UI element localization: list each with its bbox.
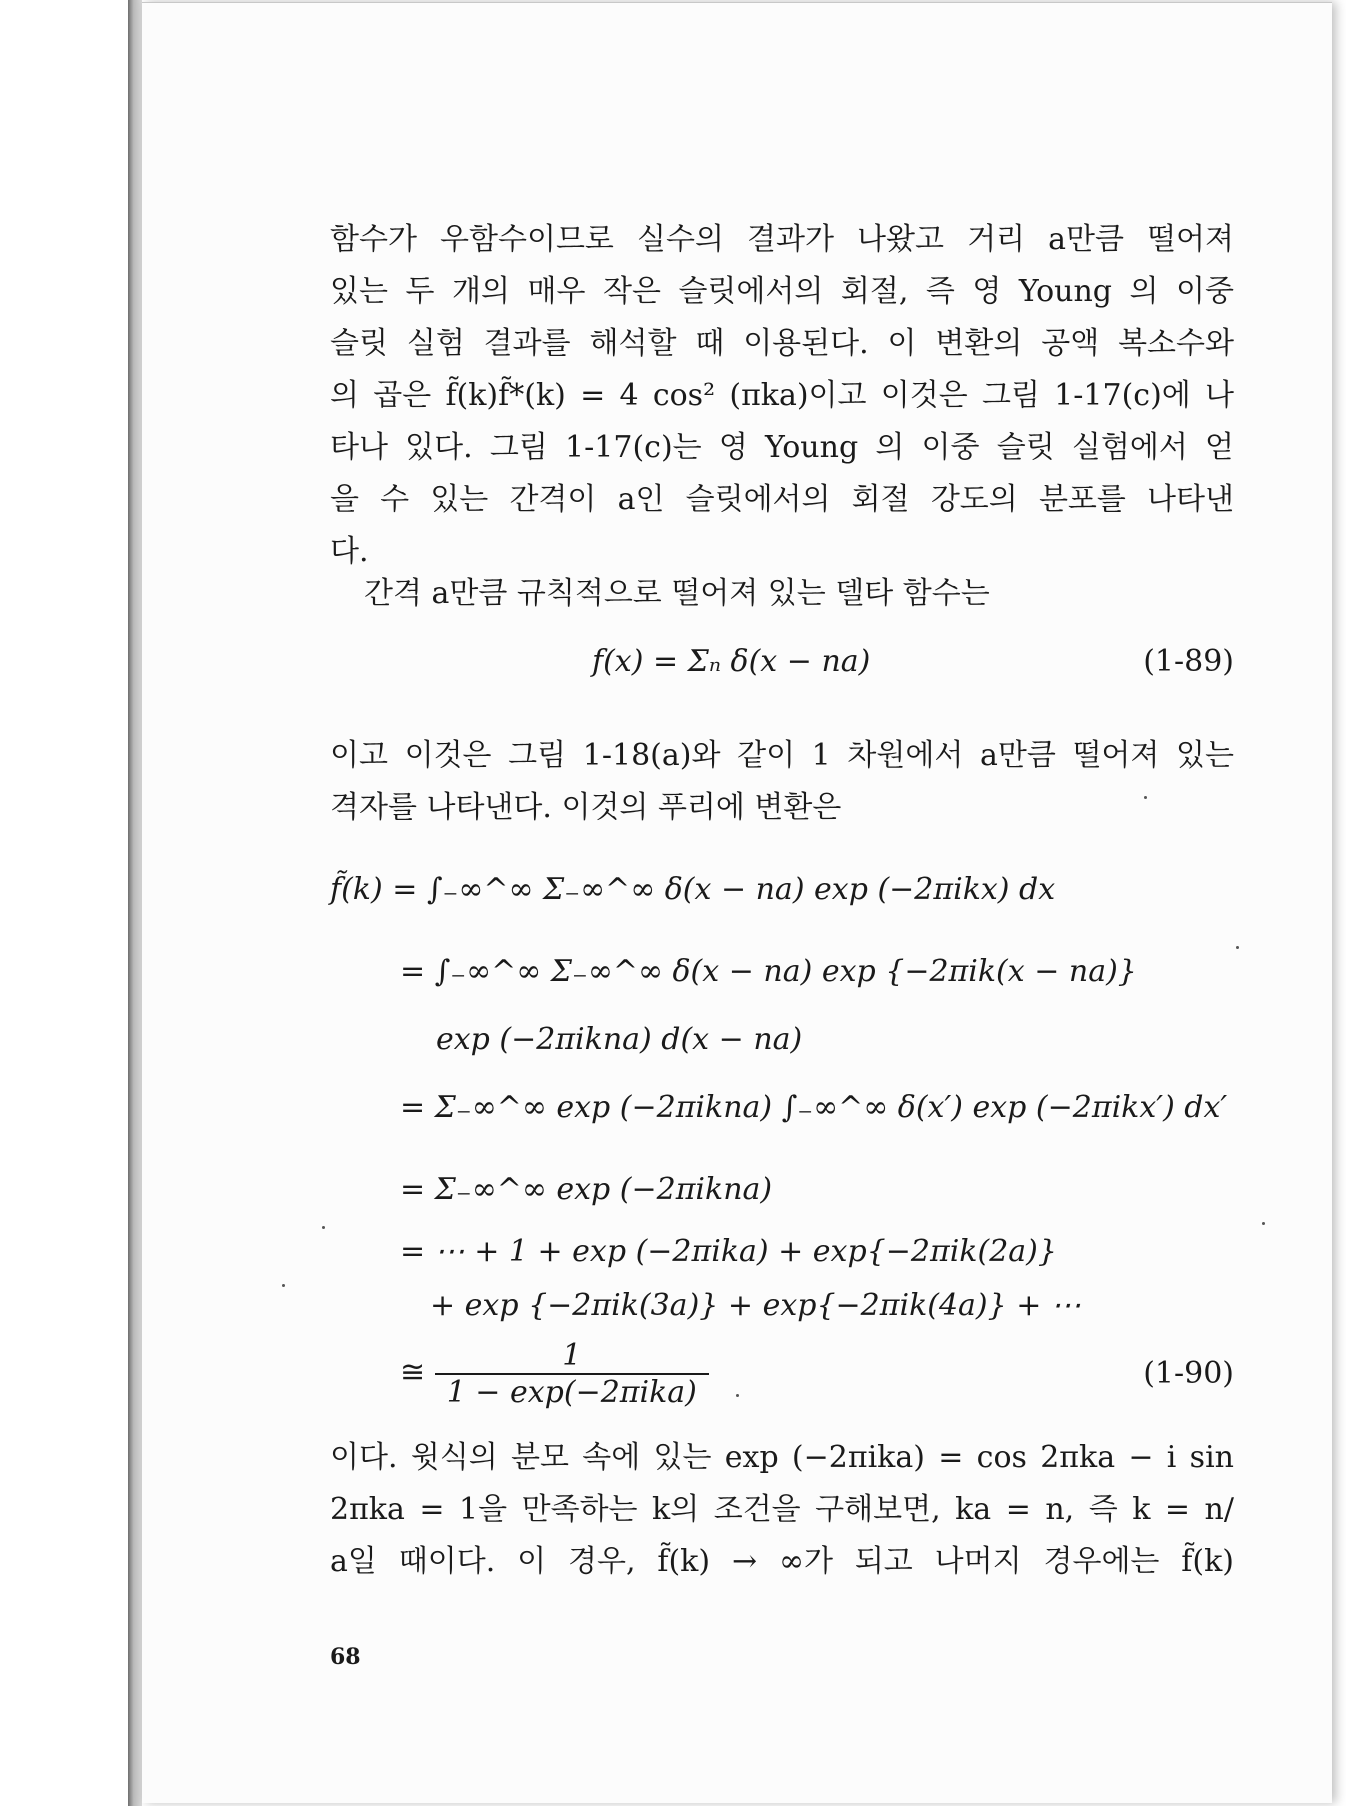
text-line: 이다. 윗식의 분모 속에 있는 exp (−2πika) = cos 2πka − i sin	[330, 1440, 1234, 1475]
approx-symbol: ≅	[400, 1355, 426, 1390]
paragraph-2	[330, 568, 1234, 620]
text-line: 다.	[330, 534, 369, 569]
equation-approx-line	[400, 1338, 709, 1410]
print-speck	[282, 1284, 285, 1287]
equation-line: = Σ₋∞^∞ exp (−2πikna) ∫₋∞^∞ δ(x′) exp (−2πikx′) dx′	[400, 1090, 1228, 1125]
equation-expression: f(x) = Σₙ δ(x − na)	[592, 644, 871, 679]
equation-number: (1-90)	[1143, 1356, 1234, 1391]
text-line: 함수가 우함수이므로 실수의 결과가 나왔고 거리 a만큼 떨어져	[330, 222, 1234, 257]
equation-number: (1-89)	[1143, 644, 1234, 679]
paragraph-4	[330, 1432, 1234, 1588]
print-speck	[322, 1226, 325, 1229]
print-speck	[1262, 1222, 1265, 1225]
fraction-denominator: 1 − exp(−2πika)	[446, 1375, 697, 1410]
text-line: 2πka = 1을 만족하는 k의 조건을 구해보면, ka = n, 즉 k = n/	[330, 1492, 1234, 1527]
text-line: 슬릿 실험 결과를 해석할 때 이용된다. 이 변환의 공액 복소수와	[330, 326, 1234, 361]
fraction	[435, 1338, 709, 1410]
text-line: 을 수 있는 간격이 a인 슬릿에서의 회절 강도의 분포를 나타낸	[330, 482, 1234, 517]
equation-line: = Σ₋∞^∞ exp (−2πikna)	[400, 1172, 773, 1207]
print-speck	[1144, 796, 1147, 799]
equation-line: exp (−2πikna) d(x − na)	[436, 1022, 803, 1057]
equation-line: + exp {−2πik(3a)} + exp{−2πik(4a)} + ⋯	[430, 1288, 1081, 1323]
text-line: 있는 두 개의 매우 작은 슬릿에서의 회절, 즉 영 Young 의 이중	[330, 274, 1234, 309]
equation-line: = ∫₋∞^∞ Σ₋∞^∞ δ(x − na) exp {−2πik(x − na)}	[400, 954, 1137, 989]
fraction-numerator: 1	[435, 1338, 709, 1375]
text-line: 타나 있다. 그림 1-17(c)는 영 Young 의 이중 슬릿 실험에서 얻	[330, 430, 1234, 465]
page-edge	[128, 0, 142, 1806]
equation-line: = ⋯ + 1 + exp (−2πika) + exp{−2πik(2a)}	[400, 1234, 1057, 1269]
text-line: 이고 이것은 그림 1-18(a)와 같이 1 차원에서 a만큼 떨어져 있는	[330, 738, 1234, 773]
paragraph-3	[330, 730, 1234, 834]
page-number: 68	[330, 1644, 361, 1670]
text-line: 격자를 나타낸다. 이것의 푸리에 변환은	[330, 790, 842, 825]
text-line: 의 곱은 f̃(k)f̃*(k) = 4 cos² (πka)이고 이것은 그림 1-17(c)에 나	[330, 378, 1234, 413]
paragraph-1	[330, 214, 1234, 578]
print-speck	[736, 1394, 739, 1397]
print-speck	[1236, 946, 1239, 949]
text-line: a일 때이다. 이 경우, f̃(k) → ∞가 되고 나머지 경우에는 f̃(k)	[330, 1544, 1234, 1579]
equation-line: f̃(k) = ∫₋∞^∞ Σ₋∞^∞ δ(x − na) exp (−2πikx) dx	[330, 872, 1056, 907]
text-line: 간격 a만큼 규칙적으로 떨어져 있는 델타 함수는	[364, 576, 990, 611]
